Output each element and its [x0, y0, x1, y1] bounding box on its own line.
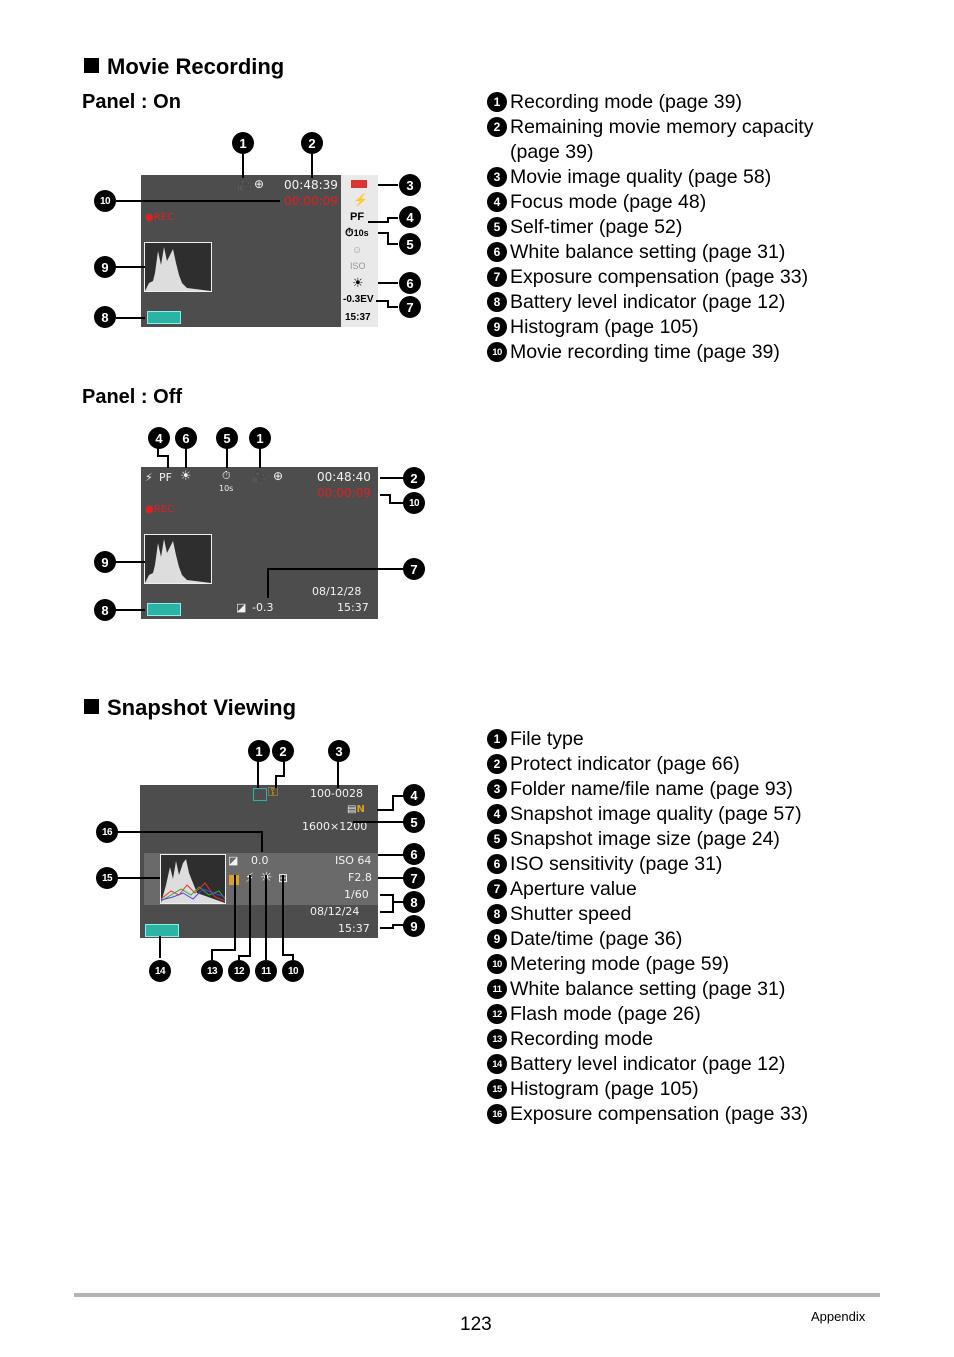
white-balance-icon: ☀	[180, 469, 192, 484]
callout-5: 5	[399, 233, 421, 255]
self-timer-icon: ⏱	[222, 469, 231, 482]
legend-number: 7	[487, 879, 507, 899]
callout-2: 2	[403, 467, 425, 489]
focus-mode-pf: PF	[159, 471, 172, 484]
ev-icon: ◪	[228, 854, 239, 867]
legend-text: Exposure compensation (page 33)	[510, 266, 809, 288]
legend-number: 14	[487, 1054, 507, 1074]
legend-number: 12	[487, 1004, 507, 1024]
legend-text: Snapshot image size (page 24)	[510, 828, 780, 850]
legend-number: 4	[487, 804, 507, 824]
quality-icon: ▤N	[347, 804, 365, 815]
callout-4: 4	[399, 206, 421, 228]
legend-item	[487, 902, 847, 927]
legend-text: Battery level indicator (page 12)	[510, 291, 786, 313]
panel-off-callout-lines	[90, 430, 430, 630]
rec-time: 00:00:09	[284, 194, 338, 208]
movie-legend-list	[487, 90, 847, 365]
legend-number: 6	[487, 242, 507, 262]
legend-item	[487, 802, 847, 827]
face-detect-icon: ☺	[352, 245, 363, 256]
legend-text: Focus mode (page 48)	[510, 191, 707, 213]
legend-number: 15	[487, 1079, 507, 1099]
legend-item	[487, 727, 847, 752]
legend-item	[487, 165, 847, 190]
callout-16: 16	[96, 821, 118, 843]
remaining-time: 00:48:39	[284, 178, 338, 192]
callout-8: 8	[403, 891, 425, 913]
legend-item	[487, 1102, 847, 1127]
legend-item	[487, 977, 847, 1002]
legend-text: Metering mode (page 59)	[510, 953, 729, 975]
panel-off-label: Panel : Off	[82, 386, 183, 408]
rec-indicator: ●REC	[145, 212, 174, 223]
legend-text: Flash mode (page 26)	[510, 1003, 701, 1025]
callout-6: 6	[399, 272, 421, 294]
legend-text: Folder name/file name (page 93)	[510, 778, 793, 800]
page-number: 123	[460, 1314, 492, 1335]
legend-item	[487, 852, 847, 877]
legend-item	[487, 1077, 847, 1102]
callout-10: 10	[94, 190, 116, 212]
footer-divider	[74, 1293, 880, 1297]
iso-value: ISO 64	[335, 854, 372, 867]
self-timer-icon: ⏱10s	[345, 227, 369, 239]
legend-text: Self-timer (page 52)	[510, 216, 683, 238]
white-balance-icon: ☀	[352, 275, 364, 290]
legend-text: Movie recording time (page 39)	[510, 341, 780, 363]
snapshot-legend-list	[487, 727, 847, 1127]
legend-number: 13	[487, 1029, 507, 1049]
clock: 15:37	[338, 922, 370, 935]
callout-4: 4	[403, 784, 425, 806]
callout-10: 10	[403, 492, 425, 514]
zoom-icon: ⊕	[254, 177, 265, 191]
legend-text: Histogram (page 105)	[510, 316, 699, 338]
date: 08/12/28	[312, 585, 362, 598]
legend-item	[487, 752, 847, 777]
protect-icon: ⚿	[268, 785, 278, 800]
file-name: 100-0028	[310, 787, 363, 800]
legend-number: 7	[487, 267, 507, 287]
callout-8: 8	[94, 306, 116, 328]
snapshot-callout-lines	[90, 740, 430, 980]
callout-1: 1	[232, 132, 254, 154]
legend-number: 8	[487, 292, 507, 312]
legend-text: Recording mode	[510, 1028, 654, 1050]
callout-9: 9	[403, 915, 425, 937]
legend-text: Battery level indicator (page 12)	[510, 1053, 786, 1075]
legend-number: 10	[487, 342, 507, 362]
callout-15: 15	[96, 867, 118, 889]
legend-item	[487, 90, 847, 115]
legend-item	[487, 290, 847, 315]
shutter-speed: 1/60	[344, 888, 369, 901]
legend-number: 10	[487, 954, 507, 974]
zoom-icon: ⊕	[273, 469, 284, 483]
callout-1: 1	[249, 427, 271, 449]
flash-icon: ⚡	[145, 471, 153, 484]
callout-7: 7	[403, 558, 425, 580]
legend-item	[487, 190, 847, 215]
legend-text: White balance setting (page 31)	[510, 241, 786, 263]
callout-3: 3	[328, 740, 350, 762]
legend-text: Recording mode (page 39)	[510, 91, 742, 113]
flash-icon: ⚡	[245, 871, 255, 886]
legend-text: Protect indicator (page 66)	[510, 753, 740, 775]
callout-10: 10	[282, 960, 304, 982]
legend-item	[487, 927, 847, 952]
legend-item	[487, 877, 847, 902]
legend-text: White balance setting (page 31)	[510, 978, 786, 1000]
legend-number: 1	[487, 92, 507, 112]
self-timer-value: 10s	[219, 484, 234, 493]
callout-8: 8	[94, 599, 116, 621]
panel-on-label: Panel : On	[82, 91, 181, 113]
legend-text: Movie image quality (page 58)	[510, 166, 772, 188]
callout-14: 14	[149, 960, 171, 982]
remaining-time: 00:48:40	[317, 470, 371, 484]
clock: 15:37	[345, 312, 371, 323]
legend-item	[487, 340, 847, 365]
callout-12: 12	[228, 960, 250, 982]
legend-item	[487, 827, 847, 852]
callout-9: 9	[94, 256, 116, 278]
legend-number: 4	[487, 192, 507, 212]
snapshot-heading: Snapshot Viewing	[84, 695, 296, 721]
callout-11: 11	[255, 960, 277, 982]
legend-text: Aperture value	[510, 878, 637, 900]
section-label: Appendix	[811, 1309, 866, 1324]
rec-indicator: ●REC	[145, 504, 174, 515]
legend-text: File type	[510, 728, 584, 750]
ev-value: -0.3	[252, 601, 274, 614]
legend-text: Exposure compensation (page 33)	[510, 1103, 809, 1125]
legend-item	[487, 1027, 847, 1052]
focus-mode-pf: PF	[350, 211, 365, 223]
legend-number: 3	[487, 167, 507, 187]
legend-number: 11	[487, 979, 507, 999]
callout-2: 2	[301, 132, 323, 154]
ev-value: -0.3EV	[343, 294, 374, 305]
legend-number: 9	[487, 317, 507, 337]
legend-number: 5	[487, 829, 507, 849]
callout-1: 1	[248, 740, 270, 762]
legend-text: Remaining movie memory capacity (page 39)	[510, 116, 814, 163]
flash-icon: ⚡	[353, 193, 368, 207]
callout-7: 7	[403, 867, 425, 889]
legend-item	[487, 265, 847, 290]
legend-number: 2	[487, 117, 507, 137]
legend-number: 8	[487, 904, 507, 924]
callout-7: 7	[399, 296, 421, 318]
legend-number: 2	[487, 754, 507, 774]
callout-6: 6	[175, 427, 197, 449]
legend-number: 9	[487, 929, 507, 949]
callout-9: 9	[94, 551, 116, 573]
callout-4: 4	[148, 427, 170, 449]
callout-5: 5	[216, 427, 238, 449]
rec-time: 00:00:09	[317, 486, 371, 500]
ev-value: 0.0	[251, 854, 269, 867]
clock: 15:37	[337, 601, 369, 614]
legend-item	[487, 1002, 847, 1027]
legend-text: Date/time (page 36)	[510, 928, 683, 950]
date: 08/12/24	[310, 905, 360, 918]
panel-on-callout-lines	[90, 130, 430, 340]
legend-number: 16	[487, 1104, 507, 1124]
callout-6: 6	[403, 843, 425, 865]
legend-item	[487, 240, 847, 265]
legend-number: 3	[487, 779, 507, 799]
metering-icon: ⊞	[278, 871, 289, 885]
aperture-value: F2.8	[348, 871, 372, 884]
image-size: 1600×1200	[302, 820, 368, 833]
callout-2: 2	[272, 740, 294, 762]
callout-3: 3	[399, 174, 421, 196]
legend-item	[487, 115, 847, 165]
movie-mode-icon: 🎥	[237, 178, 252, 192]
callout-5: 5	[403, 811, 425, 833]
legend-item	[487, 315, 847, 340]
legend-text: Histogram (page 105)	[510, 1078, 699, 1100]
legend-text: ISO sensitivity (page 31)	[510, 853, 723, 875]
legend-text: Snapshot image quality (page 57)	[510, 803, 802, 825]
movie-heading: Movie Recording	[84, 54, 284, 80]
iso-label: ISO	[350, 261, 366, 271]
ev-icon: ◪	[236, 601, 247, 614]
legend-number: 5	[487, 217, 507, 237]
legend-number: 6	[487, 854, 507, 874]
white-balance-icon: ☀	[260, 870, 273, 886]
legend-text: Shutter speed	[510, 903, 632, 925]
legend-item	[487, 215, 847, 240]
callout-13: 13	[201, 960, 223, 982]
legend-item	[487, 1052, 847, 1077]
legend-number: 1	[487, 729, 507, 749]
legend-item	[487, 952, 847, 977]
legend-item	[487, 777, 847, 802]
movie-mode-icon: 🎥	[252, 470, 267, 484]
